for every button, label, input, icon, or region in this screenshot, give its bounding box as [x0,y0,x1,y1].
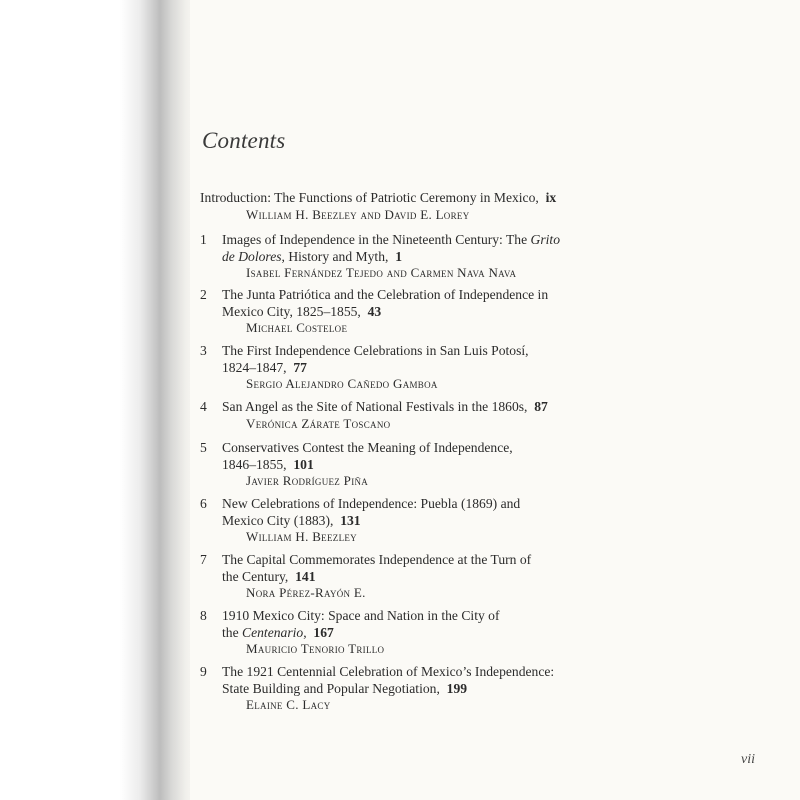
entry-title: 1910 Mexico City: Space and Nation in the City of the Centenario, 167 [222,608,500,640]
page-number: ix [545,190,557,205]
entry-author: William H. Beezley and David E. Lorey [246,206,470,222]
entry-title: Conservatives Contest the Meaning of Independence, 1846–1855, 101 [222,440,513,472]
entry-title: Introduction: The Functions of Patriotic Ceremony in Mexico, ix [200,190,557,205]
page-number: 199 [446,680,468,696]
entry-number: 8 [200,608,207,623]
toc-entry-4 [200,399,760,432]
page-folio: vii [741,752,755,767]
page-title: Contents [202,128,286,153]
page-number: 131 [340,512,361,528]
entry-title: The Capital Commemorates Independence at the Turn of the Century, 141 [222,552,532,584]
toc-entry-6 [200,496,760,546]
page-number: 141 [295,568,316,584]
page-number: 1 [395,248,402,264]
entry-author: Mauricio Tenorio Trillo [246,641,385,656]
entry-author: Michael Costeloe [246,320,348,335]
toc-entry-introduction [200,190,760,223]
entry-author: Sergio Alejandro Cañedo Gamboa [246,376,438,391]
entry-title: The Junta Patriótica and the Celebration of Independence in Mexico City, 1825–1855, 43 [222,287,549,319]
entry-author: Verónica Zárate Toscano [246,415,391,431]
entry-number: 1 [200,232,207,247]
entry-author: Nora Pérez-Rayón E. [246,585,366,600]
entry-title: The First Independence Celebrations in San Luis Potosí, 1824–1847, 77 [222,343,529,375]
entry-author: Javier Rodríguez Piña [246,473,369,488]
toc-entry-2 [200,287,760,337]
entry-number: 4 [200,399,207,414]
toc-entry-1 [200,232,760,282]
entry-number: 2 [200,287,207,302]
entry-number: 3 [200,343,207,358]
entry-title: Images of Independence in the Nineteenth Century: The Grito de Dolores, History and Myth, 1 [222,232,560,264]
entry-number: 6 [200,496,207,511]
entry-author: Elaine C. Lacy [246,697,331,712]
entry-number: 7 [200,552,207,567]
page-number: 43 [367,303,382,319]
toc-entry-7 [200,552,760,602]
entry-number: 5 [200,440,207,455]
entry-title: The 1921 Centennial Celebration of Mexico’s Independence: State Building and Popular Negotiation, 199 [222,664,555,696]
entry-number: 9 [200,664,207,679]
page-number: 87 [534,399,548,414]
toc-entry-8 [200,608,760,658]
entry-author: Isabel Fernández Tejedo and Carmen Nava Nava [246,265,517,280]
toc-entry-9 [200,664,760,714]
entry-title: New Celebrations of Independence: Puebla (1869) and Mexico City (1883), 131 [222,496,521,528]
page-number: 101 [293,456,314,472]
entry-author: William H. Beezley [246,529,357,544]
entry-title: San Angel as the Site of National Festivals in the 1860s, 87 [222,399,548,414]
page-number: 77 [293,359,307,375]
toc-entry-3 [200,343,760,393]
toc-entry-5 [200,440,760,490]
page-number: 167 [313,624,334,640]
